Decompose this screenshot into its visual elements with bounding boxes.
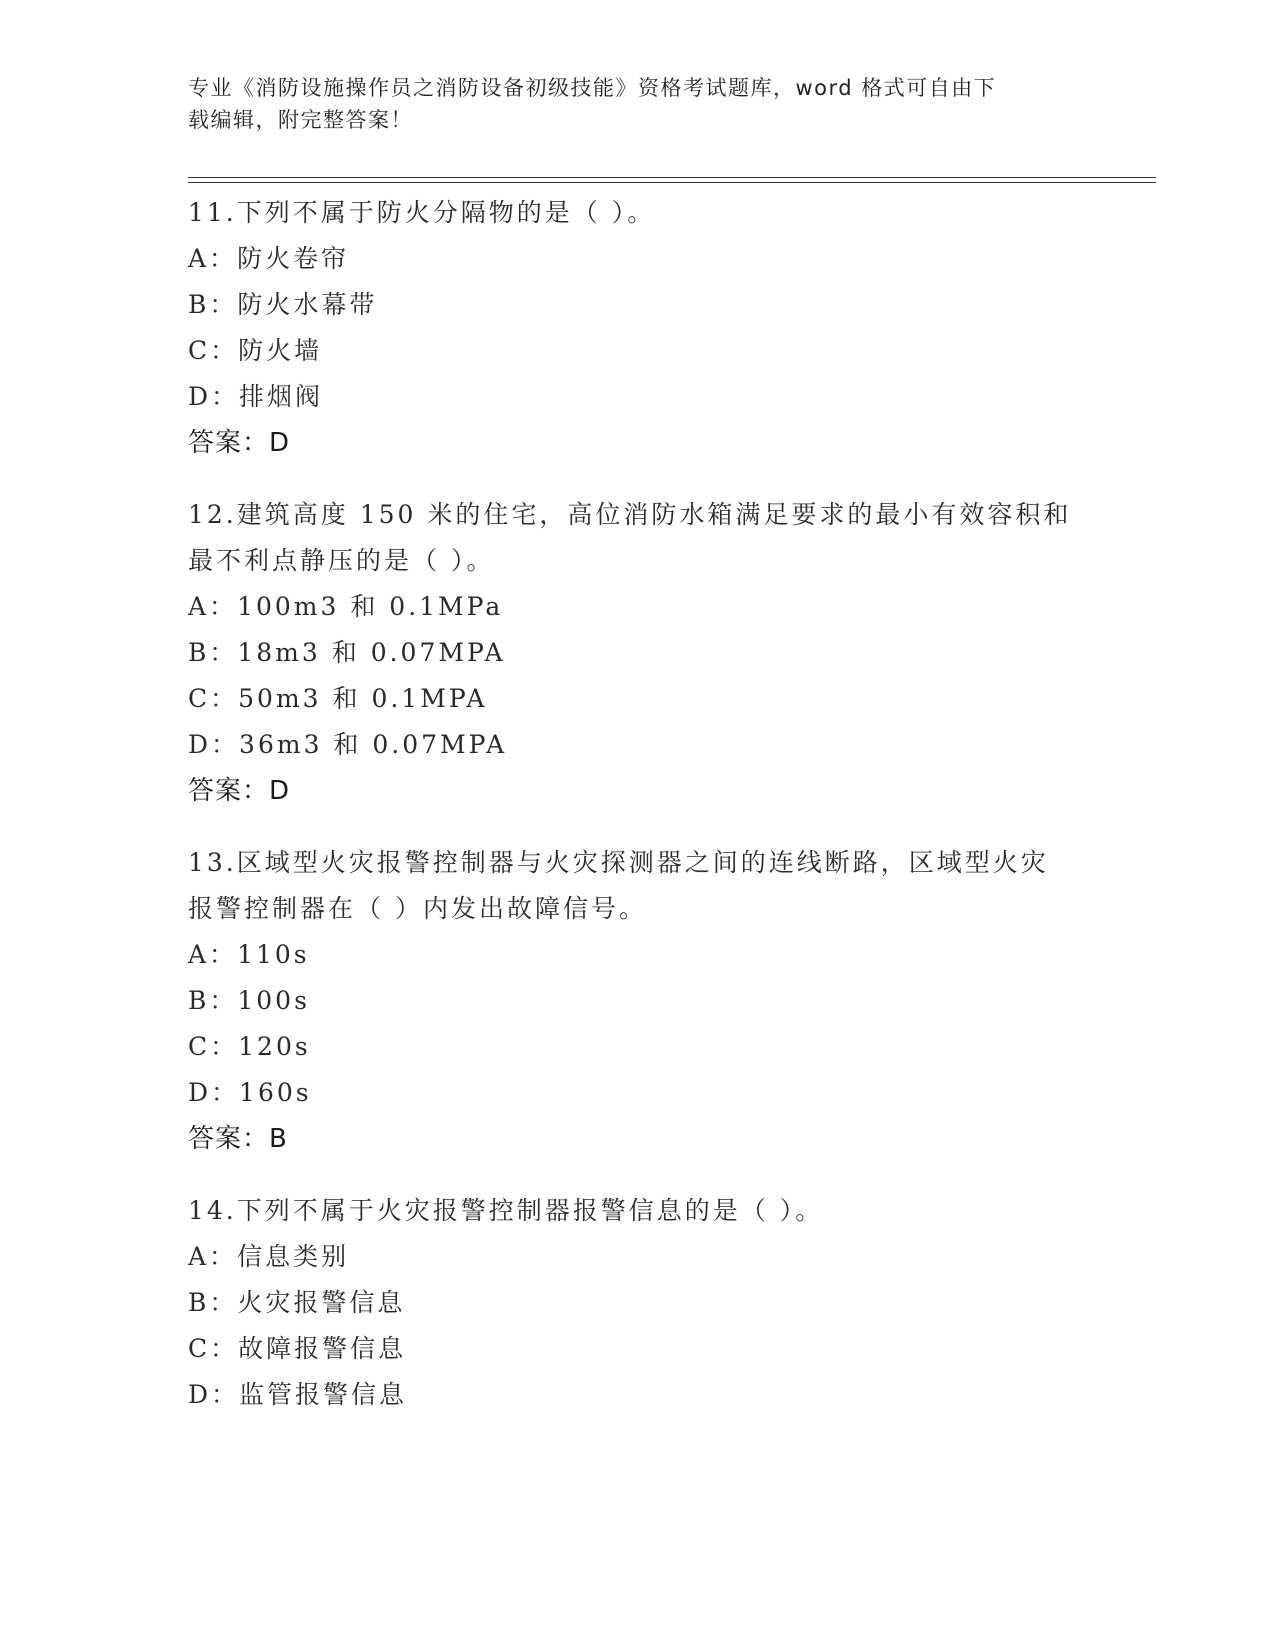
option-text: 火灾报警信息 bbox=[237, 1288, 406, 1317]
option-label: D： bbox=[188, 1380, 240, 1409]
option-label: A： bbox=[188, 592, 238, 621]
question-list bbox=[188, 190, 1088, 1444]
header-line-1: 专业《消防设施操作员之消防设备初级技能》资格考试题库，word 格式可自由下 bbox=[188, 76, 997, 100]
option-label: D： bbox=[188, 1078, 240, 1107]
option-text: 信息类别 bbox=[237, 1242, 350, 1271]
option-b bbox=[188, 630, 1088, 676]
option-text: 防火水幕带 bbox=[237, 290, 378, 319]
header-divider-top bbox=[188, 177, 1156, 178]
option-text: 故障报警信息 bbox=[238, 1334, 407, 1363]
question-11 bbox=[188, 190, 1088, 466]
option-label: A： bbox=[188, 940, 238, 969]
option-text: 36m3 和 0.07MPA bbox=[239, 730, 508, 759]
option-c bbox=[188, 676, 1088, 722]
question-stem-line-2: 报警控制器在（ ）内发出故障信号。 bbox=[188, 894, 647, 923]
option-label: C： bbox=[188, 1334, 239, 1363]
option-text: 100m3 和 0.1MPa bbox=[237, 592, 504, 621]
option-label: C： bbox=[188, 684, 239, 713]
option-label: D： bbox=[188, 382, 240, 411]
option-d bbox=[188, 374, 1088, 420]
option-a bbox=[188, 932, 1088, 978]
option-label: A： bbox=[188, 1242, 238, 1271]
document-header bbox=[188, 72, 1088, 136]
option-label: A： bbox=[188, 244, 238, 273]
question-stem-line-1: 12.建筑高度 150 米的住宅，高位消防水箱满足要求的最小有效容积和 bbox=[188, 500, 1072, 529]
option-text: 120s bbox=[238, 1032, 311, 1061]
question-13 bbox=[188, 840, 1088, 1162]
option-b bbox=[188, 282, 1088, 328]
question-stem-line-1: 13.区域型火灾报警控制器与火灾探测器之间的连线断路，区域型火灾 bbox=[188, 848, 1049, 877]
question-12 bbox=[188, 492, 1088, 814]
question-14 bbox=[188, 1188, 1088, 1418]
option-label: C： bbox=[188, 1032, 239, 1061]
option-b bbox=[188, 978, 1088, 1024]
question-stem: 11.下列不属于防火分隔物的是（ ）。 bbox=[188, 198, 656, 227]
option-d bbox=[188, 722, 1088, 768]
option-label: C： bbox=[188, 336, 239, 365]
header-divider-bottom bbox=[188, 182, 1156, 183]
answer-line: 答案：D bbox=[188, 428, 291, 458]
answer-line: 答案：D bbox=[188, 776, 291, 806]
option-label: B： bbox=[188, 1288, 238, 1317]
option-text: 防火墙 bbox=[238, 336, 323, 365]
option-label: B： bbox=[188, 986, 238, 1015]
option-b bbox=[188, 1280, 1088, 1326]
answer-line: 答案：B bbox=[188, 1124, 288, 1154]
question-stem-line-2: 最不利点静压的是（ ）。 bbox=[188, 546, 495, 575]
option-text: 100s bbox=[237, 986, 310, 1015]
option-text: 监管报警信息 bbox=[239, 1380, 408, 1409]
option-c bbox=[188, 1024, 1088, 1070]
option-c bbox=[188, 1326, 1088, 1372]
option-text: 18m3 和 0.07MPA bbox=[237, 638, 506, 667]
option-text: 160s bbox=[239, 1078, 312, 1107]
question-stem: 14.下列不属于火灾报警控制器报警信息的是（ ）。 bbox=[188, 1196, 824, 1225]
option-a bbox=[188, 1234, 1088, 1280]
option-a bbox=[188, 584, 1088, 630]
option-d bbox=[188, 1372, 1088, 1418]
header-line-2: 载编辑，附完整答案！ bbox=[188, 108, 413, 132]
option-d bbox=[188, 1070, 1088, 1116]
option-label: D： bbox=[188, 730, 240, 759]
option-text: 排烟阀 bbox=[239, 382, 324, 411]
option-text: 50m3 和 0.1MPA bbox=[238, 684, 488, 713]
option-c bbox=[188, 328, 1088, 374]
option-label: B： bbox=[188, 638, 238, 667]
option-text: 110s bbox=[237, 940, 310, 969]
option-text: 防火卷帘 bbox=[237, 244, 350, 273]
option-a bbox=[188, 236, 1088, 282]
option-label: B： bbox=[188, 290, 238, 319]
